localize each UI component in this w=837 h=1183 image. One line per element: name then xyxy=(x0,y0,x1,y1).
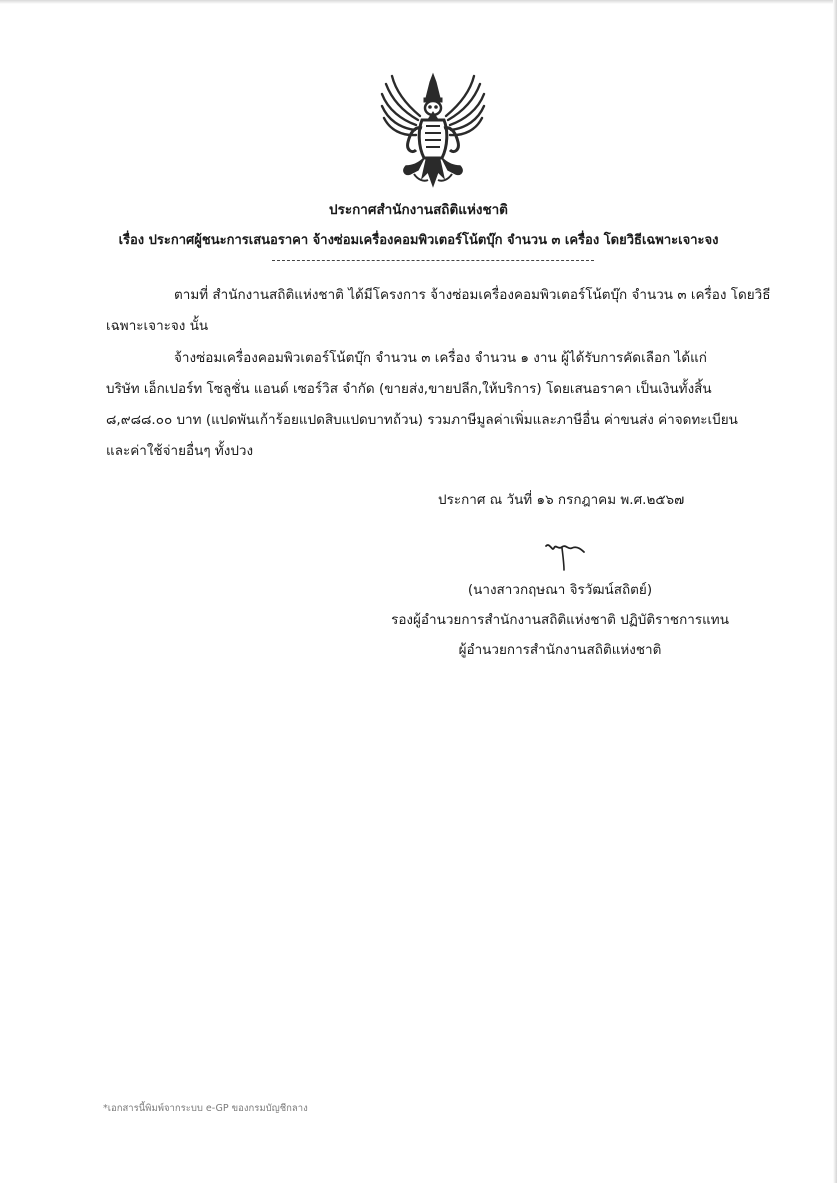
footer-note: *เอกสารนี้พิมพ์จากระบบ e-GP ของกรมบัญชีกลาง xyxy=(103,1103,308,1114)
handwritten-signature xyxy=(540,538,590,572)
signatory-name: (นางสาวกฤษณา จิรวัฒน์สถิตย์) xyxy=(467,582,653,598)
scan-edge-right xyxy=(833,0,837,1183)
separator-line xyxy=(272,260,594,261)
garuda-emblem-icon xyxy=(378,70,488,188)
paragraph-2-line-3: ๘,๙๘๘.๐๐ บาท (แปดพันเก้าร้อยแปดสิบแปดบาทถ้วน) รวมภาษีมูลค่าเพิ่มและภาษีอื่น ค่าขนส่ง ค่าจดทะเบียน xyxy=(106,412,738,428)
scan-edge-top xyxy=(0,0,837,4)
signatory-position-2: ผู้อำนวยการสำนักงานสถิติแห่งชาติ xyxy=(458,642,662,658)
subject-line: เรื่อง ประกาศผู้ชนะการเสนอราคา จ้างซ่อมเครื่องคอมพิวเตอร์โน้ตบุ๊ก จำนวน ๓ เครื่อง โดยวิธีเฉพาะเจาะจง xyxy=(118,233,719,248)
paragraph-2-line-4: และค่าใช้จ่ายอื่นๆ ทั้งปวง xyxy=(106,443,254,459)
paragraph-1-line-2: เฉพาะเจาะจง นั้น xyxy=(106,318,209,334)
announcement-date: ประกาศ ณ วันที่ ๑๖ กรกฎาคม พ.ศ.๒๕๖๗ xyxy=(438,492,685,508)
paragraph-2-line-1: จ้างซ่อมเครื่องคอมพิวเตอร์โน้ตบุ๊ก จำนวน ๓ เครื่อง จำนวน ๑ งาน ผู้ได้รับการคัดเลือก ได้แก่ xyxy=(174,350,707,366)
paragraph-1-line-1: ตามที่ สำนักงานสถิติแห่งชาติ ได้มีโครงการ จ้างซ่อมเครื่องคอมพิวเตอร์โน้ตบุ๊ก จำนวน ๓ เครื่อง โดยวิธี xyxy=(174,287,771,303)
paragraph-2-line-2: บริษัท เอ็กเปอร์ท โซลูชั่น แอนด์ เซอร์วิส จำกัด (ขายส่ง,ขายปลีก,ให้บริการ) โดยเสนอราคา เป็นเงินทั้งสิ้น xyxy=(106,381,712,397)
announcement-title: ประกาศสำนักงานสถิติแห่งชาติ xyxy=(329,202,508,218)
signatory-position-1: รองผู้อำนวยการสำนักงานสถิติแห่งชาติ ปฏิบัติราชการแทน xyxy=(391,612,729,628)
